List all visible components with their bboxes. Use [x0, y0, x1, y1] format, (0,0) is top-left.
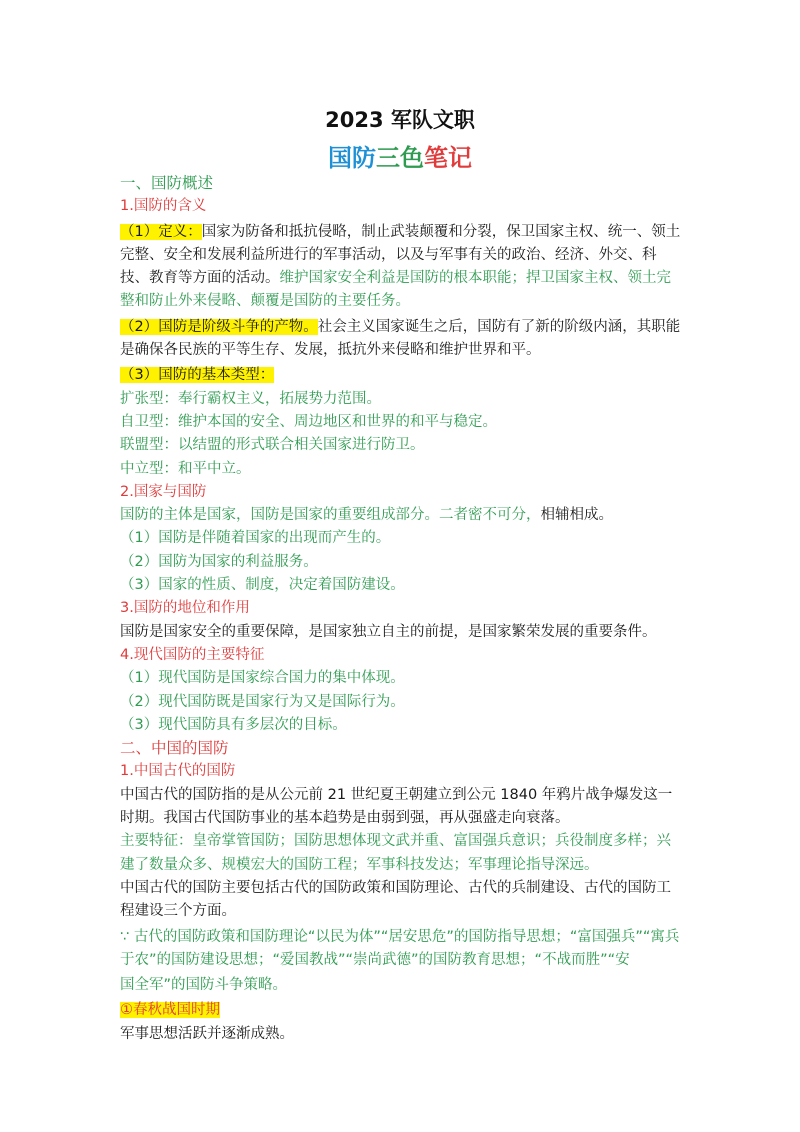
highlight-class-struggle: （2）国防是阶级斗争的产物。: [120, 318, 318, 335]
section-heading-2: 二、中国的国防: [120, 739, 229, 758]
paragraph-ancient-policy: ∵ 古代的国防政策和国防理论“以民为体”“居安思危”的国防指导思想；“富国强兵”“寓兵于农”的国防建设思想；“爱国教战”“崇尚武德”的国防教育思想；“不战而胜”“安: [120, 928, 680, 968]
highlight-definition-label: （1）定义：: [120, 223, 202, 240]
list-item: （3）国家的性质、制度，决定着国防建设。: [120, 577, 405, 594]
subtitle-green-part: 三色: [376, 144, 424, 172]
list-item: （2）国防为国家的利益服务。: [120, 553, 318, 570]
paragraph-basic-types: [120, 364, 685, 387]
paragraph-ancient-policy-cont: 国全军”的国防斗争策略。: [120, 977, 288, 994]
subtitle-red-part: 笔记: [424, 144, 472, 172]
highlight-basic-types: （3）国防的基本类型：: [120, 367, 275, 384]
paragraph-ancient-defense: 中国古代的国防指的是从公元前 21 世纪夏王朝建立到公元 1840 年鸦片战争爆发这一时期。我国古代国防事业的基本趋势是由弱到强，再从强盛走向衰落。: [120, 786, 673, 827]
highlight-spring-autumn: ①春秋战国时期: [120, 1002, 220, 1019]
document-title: 2023 军队文职: [325, 108, 475, 132]
paragraph-main-features: 主要特征：皇帝掌管国防；国防思想体现文武并重、富国强兵意识；兵役制度多样；兴建了数量众多、规模宏大的国防工程；军事科技发达；军事理论指导深远。: [120, 833, 671, 873]
subheading-1-2: 2.国家与国防: [120, 483, 207, 500]
paragraph-class-struggle: （2）国防是阶级斗争的产物。社会主义国家诞生之后，国防有了新的阶级内涵，其职能是确保各民族的平等生存、发展，抵抗外来侵略和维护世界和平。: [120, 318, 681, 359]
list-item: （3）现代国防具有多层次的目标。: [120, 716, 347, 733]
type-self-defense: 自卫型：维护本国的安全、周边地区和世界的和平与稳定。: [120, 413, 497, 430]
list-item: （1）国防是伴随着国家的出现而产生的。: [120, 530, 391, 547]
document-body: [120, 172, 685, 1046]
type-alliance: 联盟型：以结盟的形式联合相关国家进行防卫。: [120, 437, 425, 454]
paragraph-status-role: 国防是国家安全的重要保障，是国家独立自主的前提，是国家繁荣发展的重要条件。: [120, 623, 657, 640]
type-expansion: 扩张型：奉行霸权主义，拓展势力范围。: [120, 390, 381, 407]
paragraph-military-thought: 军事思想活跃并逐渐成熟。: [120, 1025, 294, 1042]
section-heading-1: 一、国防概述: [120, 174, 214, 192]
paragraph-definition: （1）定义：国家为防备和抵抗侵略，制止武装颠覆和分裂，保卫国家主权、统一、领土完整、安全和发展利益所进行的军事活动，以及与军事有关的政治、经济、外交、科技、教育等方面的活动。维护国家安全利益是国防的根本职能；捍卫国家主权、领土完整和防止外来侵略、颠覆是国防的主要任务。: [120, 223, 681, 310]
subheading-2-1: 1.中国古代的国防: [120, 763, 236, 780]
paragraph-state-defense: 国防的主体是国家，国防是国家的重要组成部分。二者密不可分，相辅相成。: [120, 507, 613, 524]
list-item: （1）现代国防是国家综合国力的集中体现。: [120, 670, 405, 687]
document-subtitle: [0, 138, 800, 173]
paragraph-ancient-scope: 中国古代的国防主要包括古代的国防政策和国防理论、古代的兵制建设、古代的国防工程建设三个方面。: [120, 879, 671, 920]
paragraph-spring-autumn: [120, 999, 685, 1022]
subtitle-blue-part: 国防: [328, 144, 376, 172]
subheading-1-3: 3.国防的地位和作用: [120, 600, 250, 617]
subheading-1-1: 1.国防的含义: [120, 198, 207, 215]
list-item: （2）现代国防既是国家行为又是国际行为。: [120, 693, 405, 710]
subheading-1-4: 4.现代国防的主要特征: [120, 646, 265, 663]
type-neutral: 中立型：和平中立。: [120, 460, 251, 477]
